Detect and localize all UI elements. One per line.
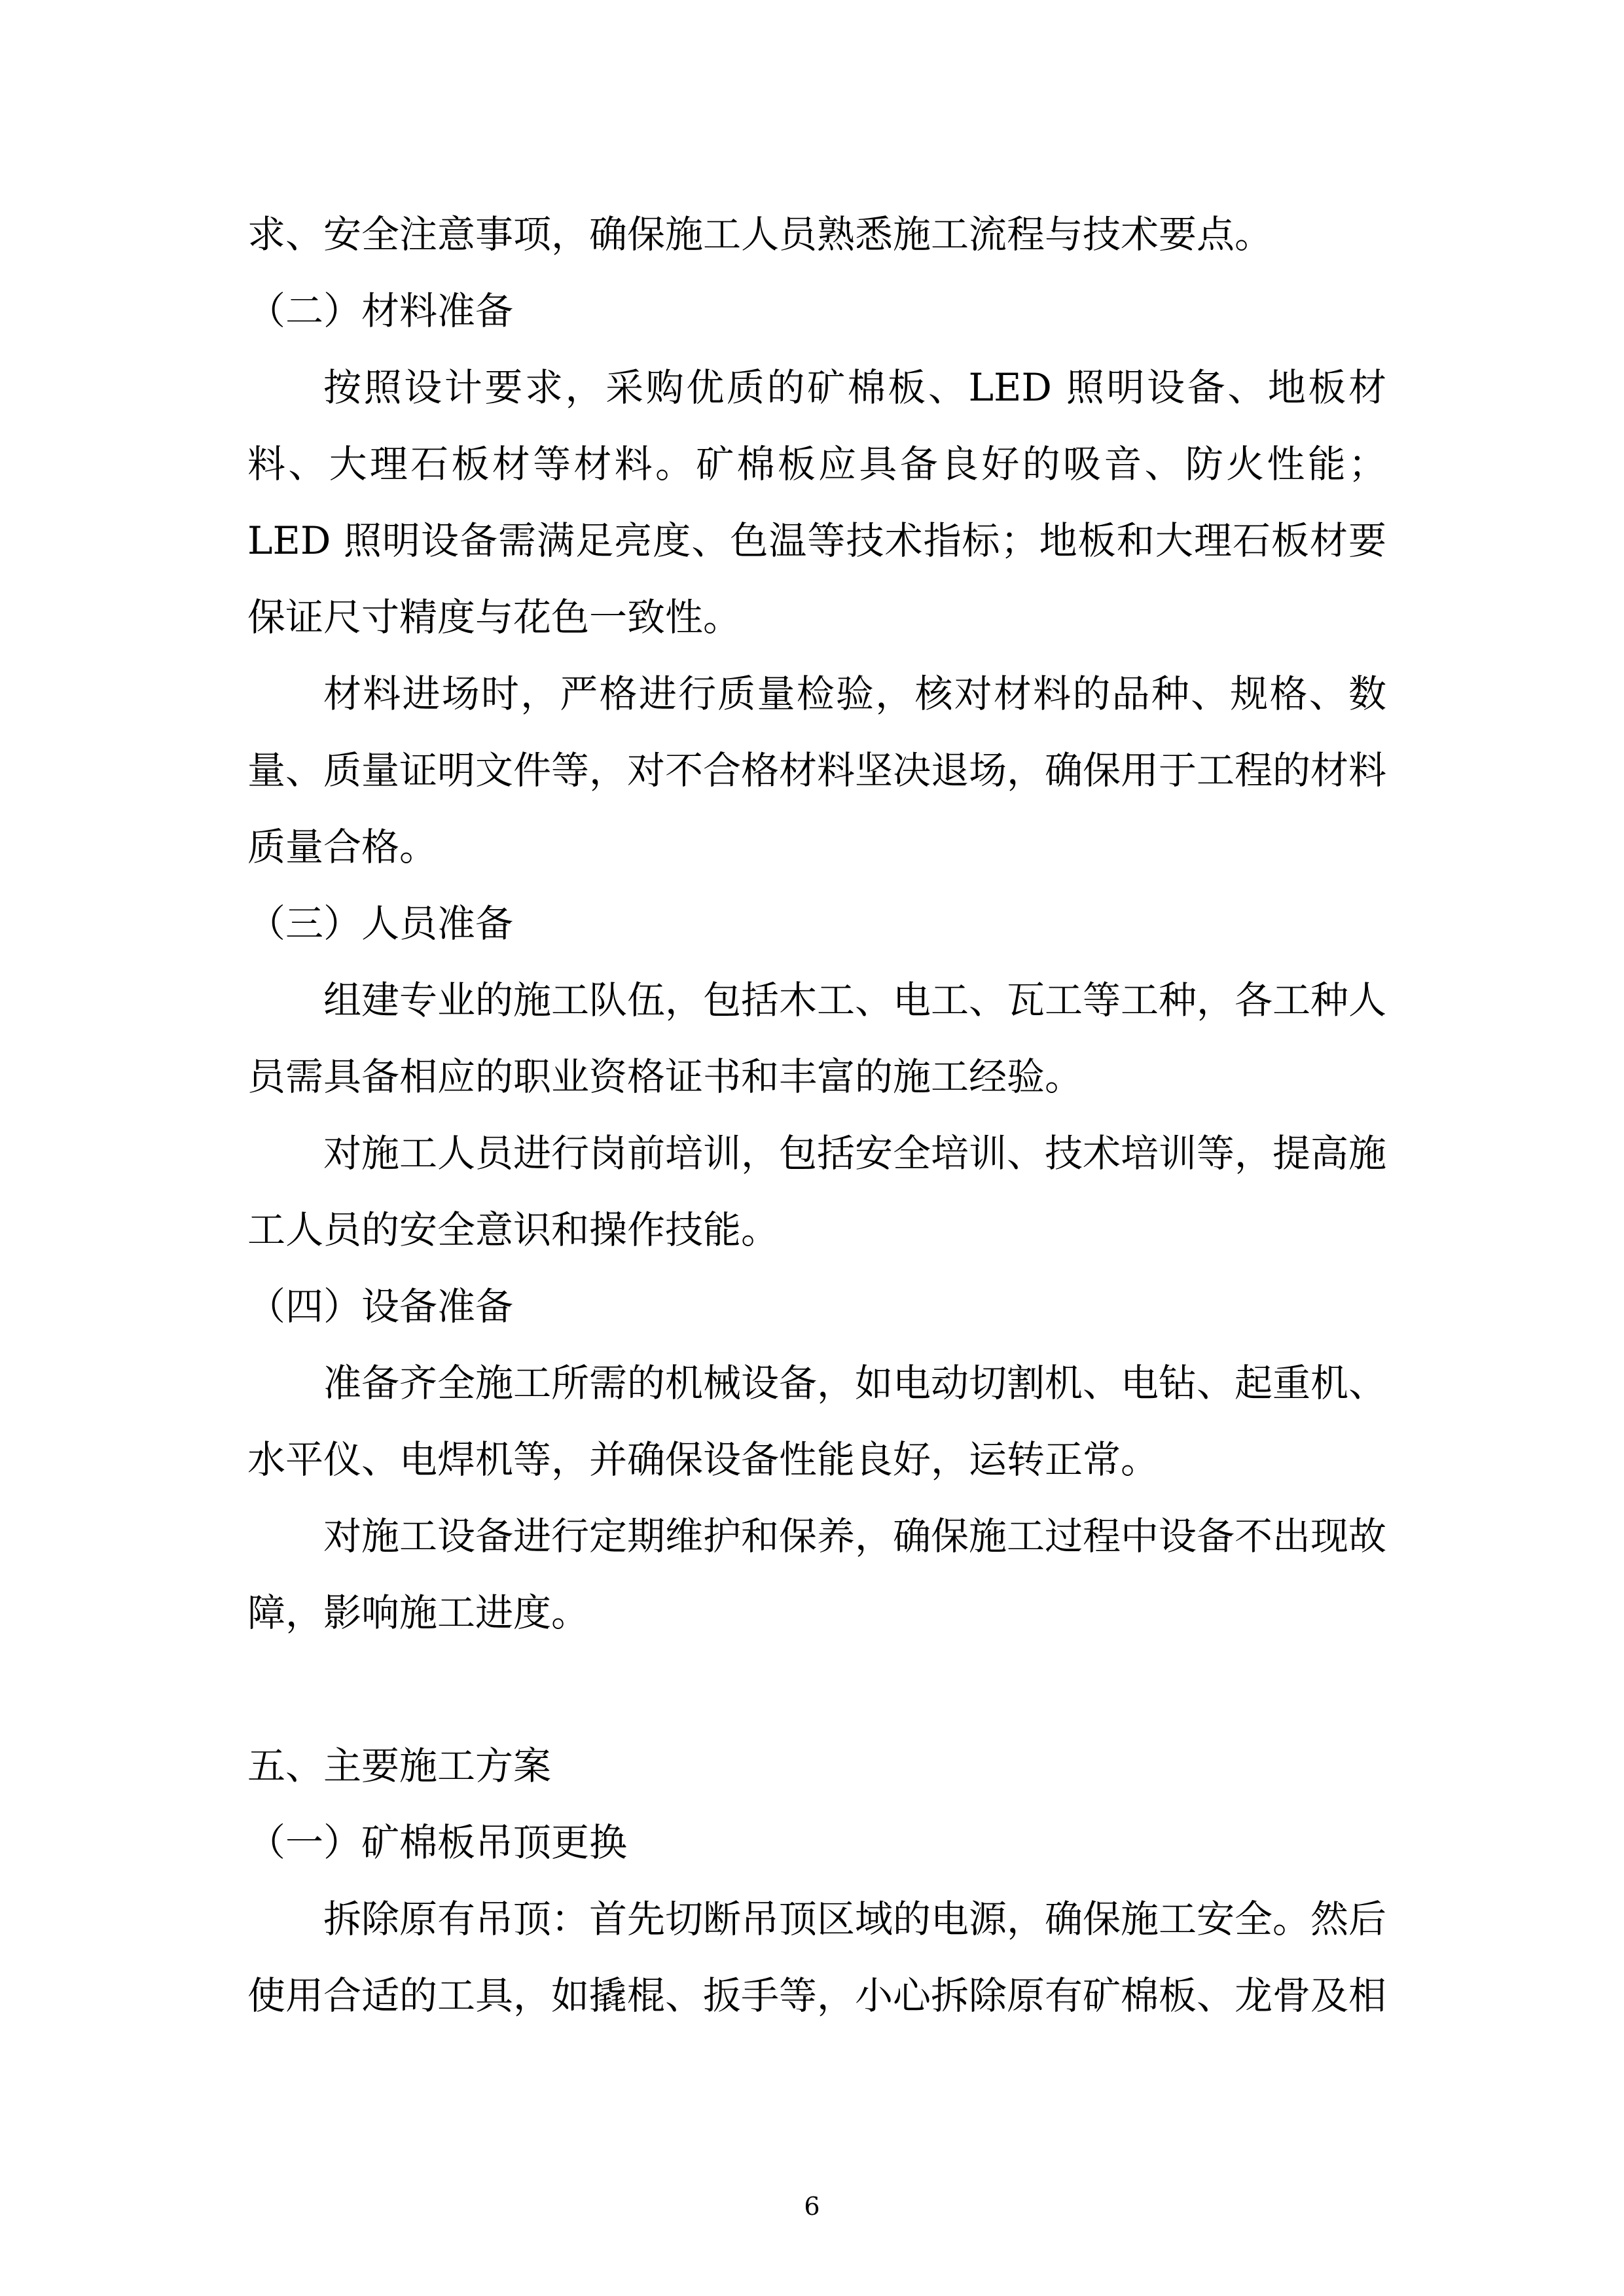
paragraph-equipment-prep: 准备齐全施工所需的机械设备，如电动切割机、电钻、起重机、水平仪、电焊机等，并确保设备性能良好，运转正常。 bbox=[247, 1361, 1387, 1482]
paragraph-equipment-maintenance: 对施工设备进行定期维护和保养，确保施工过程中设备不出现故障，影响施工进度。 bbox=[247, 1514, 1387, 1635]
page-number: 6 bbox=[804, 2192, 820, 2221]
paragraph-training: 对施工人员进行岗前培训，包括安全培训、技术培训等，提高施工人员的安全意识和操作技能。 bbox=[247, 1131, 1387, 1252]
subheading-materials: （二）材料准备 bbox=[247, 289, 514, 333]
paragraph-material-inspection: 材料进场时，严格进行质量检验，核对材料的品种、规格、数量、质量证明文件等，对不合格材料坚决退场，确保用于工程的材料质量合格。 bbox=[247, 672, 1387, 869]
continuation-paragraph: 求、安全注意事项，确保施工人员熟悉施工流程与技术要点。 bbox=[247, 212, 1273, 257]
subheading-ceiling-replacement: （一）矿棉板吊顶更换 bbox=[247, 1820, 628, 1865]
paragraph-ceiling-removal: 拆除原有吊顶：首先切断吊顶区域的电源，确保施工安全。然后使用合适的工具，如撬棍、扳手等，小心拆除原有矿棉板、龙骨及相 bbox=[247, 1897, 1387, 2018]
paragraph-team-formation: 组建专业的施工队伍，包括木工、电工、瓦工等工种，各工种人员需具备相应的职业资格证书和丰富的施工经验。 bbox=[247, 978, 1387, 1099]
paragraph-material-purchase: 按照设计要求，采购优质的矿棉板、LED 照明设备、地板材料、大理石板材等材料。矿棉板应具备良好的吸音、防火性能；LED 照明设备需满足亮度、色温等技术指标；地板和大理石板材要保证尺寸精度与花色一致性。 bbox=[247, 365, 1386, 639]
subheading-personnel: （三）人员准备 bbox=[247, 901, 514, 946]
document-body bbox=[247, 196, 1386, 2034]
section-gap bbox=[247, 1651, 1386, 1728]
section-heading-construction-plan: 五、主要施工方案 bbox=[247, 1744, 552, 1788]
subheading-equipment: （四）设备准备 bbox=[247, 1284, 514, 1329]
